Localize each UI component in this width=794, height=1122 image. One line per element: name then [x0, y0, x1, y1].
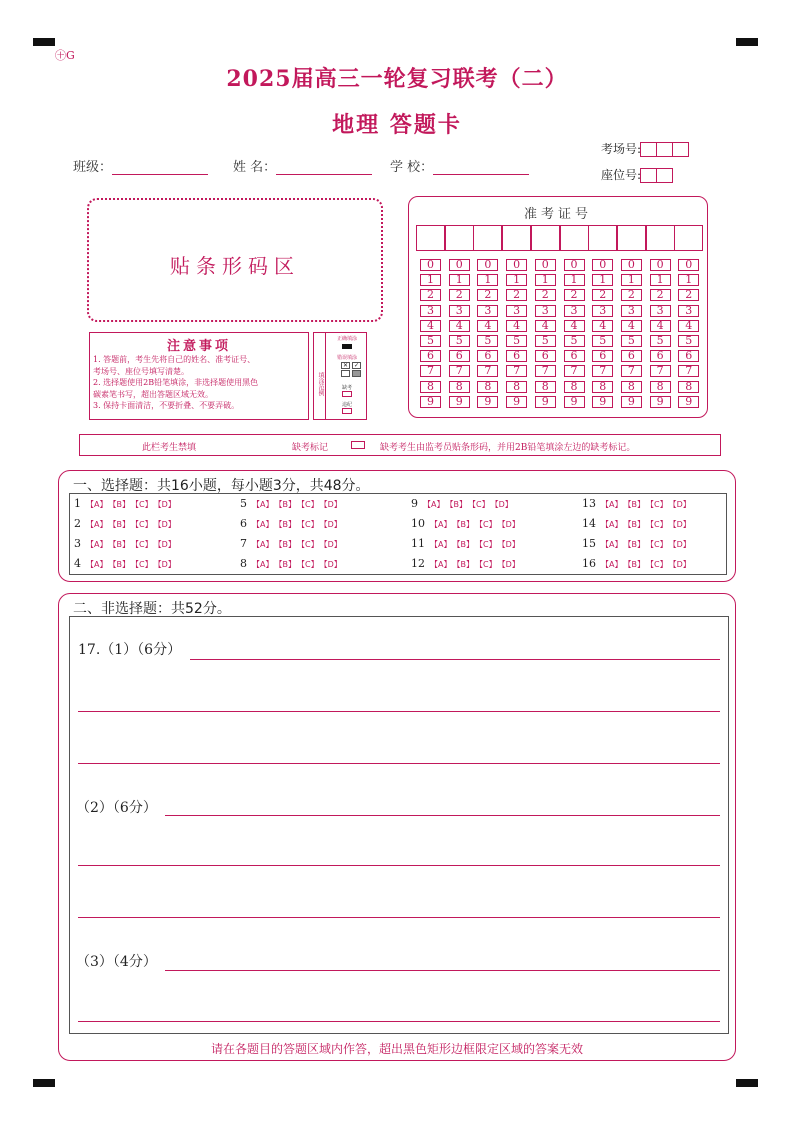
option-bubble[interactable]: 【A】 [430, 520, 452, 529]
notice-line: 2. 选择题使用2B铅笔填涂，非选择题使用黑色 [93, 378, 259, 387]
admission-write-cell[interactable] [445, 225, 474, 251]
admission-digit-bubble[interactable]: 7 [535, 365, 556, 377]
admission-digit-bubble[interactable]: 1 [592, 274, 613, 286]
question-number: 11 [411, 537, 425, 550]
admission-digit-bubble[interactable]: 7 [621, 365, 642, 377]
admission-digit-bubble[interactable]: 4 [477, 320, 498, 332]
option-bubble[interactable]: 【A】 [423, 500, 445, 509]
option-bubble[interactable]: 【D】 [157, 520, 176, 529]
admission-digit-bubble[interactable]: 2 [477, 289, 498, 301]
option-bubble[interactable]: 【B】 [456, 540, 474, 549]
admission-digit-bubble[interactable]: 4 [678, 320, 699, 332]
admission-digit-bubble[interactable]: 6 [621, 350, 642, 362]
answer-line[interactable] [190, 659, 720, 660]
option-bubble[interactable]: 【A】 [252, 560, 274, 569]
admission-digit-bubble[interactable]: 6 [535, 350, 556, 362]
answer-line[interactable] [78, 711, 720, 712]
admission-digit-bubble[interactable]: 5 [621, 335, 642, 347]
option-bubble[interactable]: 【A】 [86, 540, 108, 549]
option-bubble[interactable]: 【D】 [323, 500, 342, 509]
class-field[interactable] [73, 156, 208, 175]
answer-line[interactable] [78, 763, 720, 764]
admission-digit-bubble[interactable]: 1 [564, 274, 585, 286]
admission-digit-bubble[interactable]: 0 [650, 259, 671, 271]
admission-digit-bubble[interactable]: 4 [420, 320, 441, 332]
admission-digit-bubble[interactable]: 9 [621, 396, 642, 408]
admission-digit-bubble[interactable]: 6 [506, 350, 527, 362]
admission-digit-bubble[interactable]: 6 [449, 350, 470, 362]
name-label: 姓 名： [233, 160, 277, 175]
violation-box [342, 408, 352, 414]
admission-title: 准考证号 [523, 207, 592, 222]
section1-title: 一、选择题：共16小题，每小题3分，共48分。 [73, 478, 370, 494]
option-bubble[interactable]: 【C】 [300, 500, 319, 509]
notice-title: 注意事项 [166, 339, 231, 354]
option-bubble[interactable]: 【D】 [157, 500, 176, 509]
question-number: 14 [582, 517, 596, 530]
admission-digit-bubble[interactable]: 7 [449, 365, 470, 377]
option-bubble[interactable]: 【C】 [134, 560, 153, 569]
admission-digit-bubble[interactable]: 4 [535, 320, 556, 332]
admission-digit-bubble[interactable]: 7 [477, 365, 498, 377]
absent-bar-left: 此栏考生禁填 [142, 443, 197, 453]
notice-line: 3. 保持卡面清洁，不要折叠、不要弄破。 [93, 401, 240, 410]
admission-digit-bubble[interactable]: 5 [678, 335, 699, 347]
option-bubble[interactable]: 【B】 [278, 540, 296, 549]
absent-sample-label: 缺考 [341, 385, 352, 391]
fill-sample-box [313, 332, 367, 420]
admission-write-cell[interactable] [588, 225, 617, 251]
admission-digit-bubble[interactable]: 1 [650, 274, 671, 286]
admission-digit-bubble[interactable]: 8 [678, 381, 699, 393]
wrong-fill-icon: ✕ [342, 362, 349, 369]
option-bubble[interactable]: 【B】 [278, 500, 296, 509]
admission-digit-bubble[interactable]: 8 [535, 381, 556, 393]
admission-digit-bubble[interactable]: 0 [564, 259, 585, 271]
option-bubble[interactable]: 【C】 [134, 500, 153, 509]
option-bubble[interactable]: 【B】 [627, 540, 645, 549]
option-bubble[interactable]: 【A】 [430, 540, 452, 549]
multiple-choice-section [58, 470, 736, 582]
admission-digit-bubble[interactable]: 0 [506, 259, 527, 271]
question-number: 12 [411, 557, 425, 570]
option-bubble[interactable]: 【D】 [494, 500, 513, 509]
correct-fill-icon [342, 344, 352, 349]
admission-digit-bubble[interactable]: 2 [650, 289, 671, 301]
admission-digit-bubble[interactable]: 9 [650, 396, 671, 408]
admission-digit-bubble[interactable]: 4 [564, 320, 585, 332]
option-bubble[interactable]: 【B】 [627, 520, 645, 529]
admission-digit-bubble[interactable]: 0 [678, 259, 699, 271]
mc-question [582, 537, 691, 550]
question-number: 13 [582, 497, 596, 510]
question-number: 9 [411, 497, 418, 510]
notice-line: 碳素笔书写，超出答题区域无效。 [93, 389, 213, 399]
admission-digit-bubble[interactable]: 4 [592, 320, 613, 332]
question-number: 16 [582, 557, 596, 570]
admission-digit-bubble[interactable]: 8 [621, 381, 642, 393]
admission-digit-bubble[interactable]: 8 [650, 381, 671, 393]
absent-bar-right: 缺考考生由监考员贴条形码，并用2B铅笔填涂左边的缺考标记。 [380, 443, 636, 453]
admission-digit-bubble[interactable]: 6 [477, 350, 498, 362]
question-number: 8 [240, 557, 247, 570]
option-bubble[interactable]: 【A】 [86, 500, 108, 509]
admission-write-cell[interactable] [617, 225, 646, 251]
option-bubble[interactable]: 【A】 [252, 500, 274, 509]
admission-digit-bubble[interactable]: 9 [449, 396, 470, 408]
mc-question [240, 557, 342, 570]
admission-digit-bubble[interactable]: 2 [506, 289, 527, 301]
room-label: 考场号: [601, 142, 642, 156]
option-bubble[interactable]: 【C】 [649, 500, 668, 509]
admission-digit-bubble[interactable]: 1 [678, 274, 699, 286]
free-response-section [58, 593, 736, 1061]
correct-label: 正确填涂 [336, 336, 357, 342]
option-bubble[interactable]: 【B】 [456, 520, 474, 529]
mc-question [411, 537, 520, 550]
admission-digit-bubble[interactable]: 6 [420, 350, 441, 362]
option-bubble[interactable]: 【A】 [86, 560, 108, 569]
admission-digit-bubble[interactable]: 3 [449, 305, 470, 317]
admission-digit-bubble[interactable]: 5 [449, 335, 470, 347]
option-bubble[interactable]: 【B】 [627, 500, 645, 509]
admission-digit-bubble[interactable]: 0 [592, 259, 613, 271]
admission-digit-bubble[interactable]: 8 [506, 381, 527, 393]
notice-line: 1. 答题前，考生先将自己的姓名、准考证号、 [93, 355, 256, 364]
free-response-box [69, 616, 729, 1034]
admission-digit-bubble[interactable]: 1 [621, 274, 642, 286]
admission-digit-bubble[interactable]: 4 [621, 320, 642, 332]
admission-digit-bubble[interactable]: 6 [564, 350, 585, 362]
wrong-fill-icon: ✓ [353, 362, 360, 369]
page-subtitle: 地理 答题卡 [332, 112, 462, 138]
answer-line[interactable] [165, 970, 720, 971]
admission-digit-bubble[interactable]: 1 [449, 274, 470, 286]
answer-line[interactable] [78, 917, 720, 918]
question-number: 3 [74, 537, 81, 550]
question-number: 15 [582, 537, 596, 550]
page-title: 2025届高三一轮复习联考（二） [226, 66, 568, 92]
option-bubble[interactable]: 【B】 [627, 560, 645, 569]
mc-question [74, 517, 176, 530]
admission-digit-bubble[interactable]: 5 [477, 335, 498, 347]
option-bubble[interactable]: 【D】 [501, 520, 520, 529]
admission-digit-bubble[interactable]: 9 [535, 396, 556, 408]
admission-digit-bubble[interactable]: 5 [535, 335, 556, 347]
school-label: 学 校： [390, 160, 434, 175]
admission-digit-bubble[interactable]: 1 [477, 274, 498, 286]
admission-digit-bubble[interactable]: 4 [506, 320, 527, 332]
question-17-2-label: （2）（6分） [76, 800, 157, 816]
admission-digit-bubble[interactable]: 3 [564, 305, 585, 317]
option-bubble[interactable]: 【D】 [501, 540, 520, 549]
question-number: 7 [240, 537, 247, 550]
question-17-3-label: （3）（4分） [76, 954, 157, 970]
mc-question [582, 497, 691, 510]
corner-mark-bottom-left [33, 1079, 55, 1087]
admission-digit-bubble[interactable]: 6 [592, 350, 613, 362]
option-bubble[interactable]: 【C】 [300, 540, 319, 549]
mc-question [240, 497, 342, 510]
option-bubble[interactable]: 【C】 [478, 560, 497, 569]
admission-digit-bubble[interactable]: 9 [477, 396, 498, 408]
admission-digit-bubble[interactable]: 9 [592, 396, 613, 408]
option-bubble[interactable]: 【A】 [601, 560, 623, 569]
option-bubble[interactable]: 【A】 [601, 500, 623, 509]
admission-digit-bubble[interactable]: 0 [420, 259, 441, 271]
admission-digit-bubble[interactable]: 0 [477, 259, 498, 271]
admission-digit-bubble[interactable]: 7 [592, 365, 613, 377]
admission-digit-bubble[interactable]: 6 [678, 350, 699, 362]
option-bubble[interactable]: 【A】 [601, 540, 623, 549]
seat-field[interactable] [601, 166, 673, 183]
admission-digit-bubble[interactable]: 3 [477, 305, 498, 317]
option-bubble[interactable]: 【A】 [252, 520, 274, 529]
option-bubble[interactable]: 【B】 [456, 560, 474, 569]
option-bubble[interactable]: 【D】 [323, 560, 342, 569]
option-bubble[interactable]: 【D】 [157, 560, 176, 569]
admission-digit-bubble[interactable]: 9 [564, 396, 585, 408]
wrong-fill-icon [341, 370, 350, 377]
option-bubble[interactable]: 【D】 [323, 540, 342, 549]
seat-label: 座位号: [601, 168, 642, 182]
option-bubble[interactable]: 【D】 [672, 520, 691, 529]
admission-digit-bubble[interactable]: 1 [535, 274, 556, 286]
option-bubble[interactable]: 【C】 [478, 520, 497, 529]
notice-box [89, 332, 309, 420]
admission-digit-bubble[interactable]: 3 [592, 305, 613, 317]
barcode-label: 贴条形码区 [170, 254, 300, 278]
admission-digit-bubble[interactable]: 5 [650, 335, 671, 347]
admission-digit-bubble[interactable]: 3 [621, 305, 642, 317]
option-bubble[interactable]: 【D】 [672, 560, 691, 569]
option-bubble[interactable]: 【C】 [649, 540, 668, 549]
wrong-label: 错误填涂 [336, 355, 357, 361]
option-bubble[interactable]: 【A】 [86, 520, 108, 529]
admission-digit-bubble[interactable]: 7 [678, 365, 699, 377]
corner-mark-top-left [33, 38, 55, 46]
answer-grid [69, 493, 727, 575]
admission-write-cell[interactable] [674, 225, 703, 251]
logo: ㊉G [55, 49, 75, 62]
option-bubble[interactable]: 【D】 [672, 500, 691, 509]
footer-note: 请在各题目的答题区域内作答，超出黑色矩形边框限定区域的答案无效 [210, 1042, 583, 1056]
admission-digit-bubble[interactable]: 2 [592, 289, 613, 301]
mc-question [74, 557, 176, 570]
admission-digit-bubble[interactable]: 7 [650, 365, 671, 377]
admission-digit-bubble[interactable]: 2 [420, 289, 441, 301]
option-bubble[interactable]: 【B】 [112, 560, 130, 569]
corner-mark-bottom-right [736, 1079, 758, 1087]
option-bubble[interactable]: 【B】 [112, 540, 130, 549]
admission-digit-bubble[interactable]: 2 [678, 289, 699, 301]
absent-checkbox[interactable] [351, 441, 365, 449]
admission-digit-bubble[interactable]: 3 [535, 305, 556, 317]
admission-digit-bubble[interactable]: 3 [506, 305, 527, 317]
admission-digit-bubble[interactable]: 1 [506, 274, 527, 286]
option-bubble[interactable]: 【D】 [157, 540, 176, 549]
section2-title: 二、非选择题：共52分。 [73, 601, 231, 617]
admission-digit-bubble[interactable]: 0 [621, 259, 642, 271]
option-bubble[interactable]: 【B】 [278, 520, 296, 529]
notice-line: 考场号、座位号填写清楚。 [93, 366, 189, 376]
mc-question [411, 517, 520, 530]
admission-digit-bubble[interactable]: 4 [650, 320, 671, 332]
mc-question [411, 557, 520, 570]
name-field[interactable] [233, 156, 372, 175]
question-number: 2 [74, 517, 81, 530]
admission-number-grid [408, 196, 708, 418]
admission-digit-bubble[interactable]: 5 [564, 335, 585, 347]
option-bubble[interactable]: 【C】 [649, 560, 668, 569]
question-number: 1 [74, 497, 81, 510]
option-bubble[interactable]: 【B】 [112, 500, 130, 509]
absent-bar-mid: 缺考标记 [292, 443, 329, 453]
option-bubble[interactable]: 【C】 [134, 540, 153, 549]
mc-question [74, 537, 176, 550]
admission-digit-bubble[interactable]: 1 [420, 274, 441, 286]
mc-question [240, 517, 342, 530]
option-bubble[interactable]: 【C】 [134, 520, 153, 529]
admission-digit-bubble[interactable]: 3 [650, 305, 671, 317]
admission-digit-bubble[interactable]: 2 [564, 289, 585, 301]
corner-mark-top-right [736, 38, 758, 46]
mc-question [240, 537, 342, 550]
admission-digit-bubble[interactable]: 9 [678, 396, 699, 408]
admission-digit-bubble[interactable]: 9 [506, 396, 527, 408]
option-bubble[interactable]: 【D】 [672, 540, 691, 549]
mc-question [411, 497, 513, 510]
admission-digit-bubble[interactable]: 3 [678, 305, 699, 317]
admission-write-cell[interactable] [560, 225, 589, 251]
admission-write-cell[interactable] [473, 225, 502, 251]
admission-write-cell[interactable] [531, 225, 560, 251]
option-bubble[interactable]: 【A】 [252, 540, 274, 549]
admission-digit-bubble[interactable]: 8 [564, 381, 585, 393]
answer-line[interactable] [78, 1021, 720, 1022]
sample-side-label: 填涂范例 [314, 333, 326, 419]
admission-digit-bubble[interactable]: 8 [420, 381, 441, 393]
question-number: 10 [411, 517, 425, 530]
admission-write-cell[interactable] [646, 225, 675, 251]
question-number: 5 [240, 497, 247, 510]
violation-label: 违纪 [341, 402, 352, 408]
admission-digit-bubble[interactable]: 3 [420, 305, 441, 317]
absent-mark-bar [79, 434, 721, 456]
option-bubble[interactable]: 【A】 [430, 560, 452, 569]
mc-question [582, 517, 691, 530]
room-field[interactable] [601, 140, 689, 157]
option-bubble[interactable]: 【C】 [300, 560, 319, 569]
mc-question [74, 497, 176, 510]
absent-sample-box [342, 391, 352, 397]
admission-digit-bubble[interactable]: 7 [420, 365, 441, 377]
admission-write-cell[interactable] [416, 225, 445, 251]
admission-digit-bubble[interactable]: 5 [592, 335, 613, 347]
option-bubble[interactable]: 【D】 [501, 560, 520, 569]
admission-digit-bubble[interactable]: 2 [621, 289, 642, 301]
admission-digit-bubble[interactable]: 6 [650, 350, 671, 362]
question-number: 4 [74, 557, 81, 570]
option-bubble[interactable]: 【C】 [478, 540, 497, 549]
admission-digit-bubble[interactable]: 8 [592, 381, 613, 393]
option-bubble[interactable]: 【C】 [471, 500, 490, 509]
admission-digit-bubble[interactable]: 2 [449, 289, 470, 301]
question-17-1-label: 17.（1）（6分） [78, 642, 182, 658]
admission-digit-bubble[interactable]: 7 [564, 365, 585, 377]
admission-digit-bubble[interactable]: 0 [535, 259, 556, 271]
answer-line[interactable] [165, 815, 720, 816]
admission-write-cell[interactable] [502, 225, 531, 251]
admission-digit-bubble[interactable]: 5 [506, 335, 527, 347]
admission-digit-bubble[interactable]: 0 [449, 259, 470, 271]
option-bubble[interactable]: 【C】 [300, 520, 319, 529]
option-bubble[interactable]: 【B】 [112, 520, 130, 529]
admission-digit-bubble[interactable]: 5 [420, 335, 441, 347]
option-bubble[interactable]: 【C】 [649, 520, 668, 529]
admission-digit-bubble[interactable]: 8 [477, 381, 498, 393]
admission-digit-bubble[interactable]: 2 [535, 289, 556, 301]
mc-question [582, 557, 691, 570]
class-label: 班级： [73, 160, 113, 175]
admission-digit-bubble[interactable]: 9 [420, 396, 441, 408]
admission-digit-bubble[interactable]: 8 [449, 381, 470, 393]
wrong-fill-icon [352, 370, 361, 377]
option-bubble[interactable]: 【A】 [601, 520, 623, 529]
answer-line[interactable] [78, 865, 720, 866]
admission-digit-bubble[interactable]: 7 [506, 365, 527, 377]
school-field[interactable] [390, 156, 529, 175]
option-bubble[interactable]: 【D】 [323, 520, 342, 529]
option-bubble[interactable]: 【B】 [449, 500, 467, 509]
admission-digit-bubble[interactable]: 4 [449, 320, 470, 332]
question-number: 6 [240, 517, 247, 530]
option-bubble[interactable]: 【B】 [278, 560, 296, 569]
